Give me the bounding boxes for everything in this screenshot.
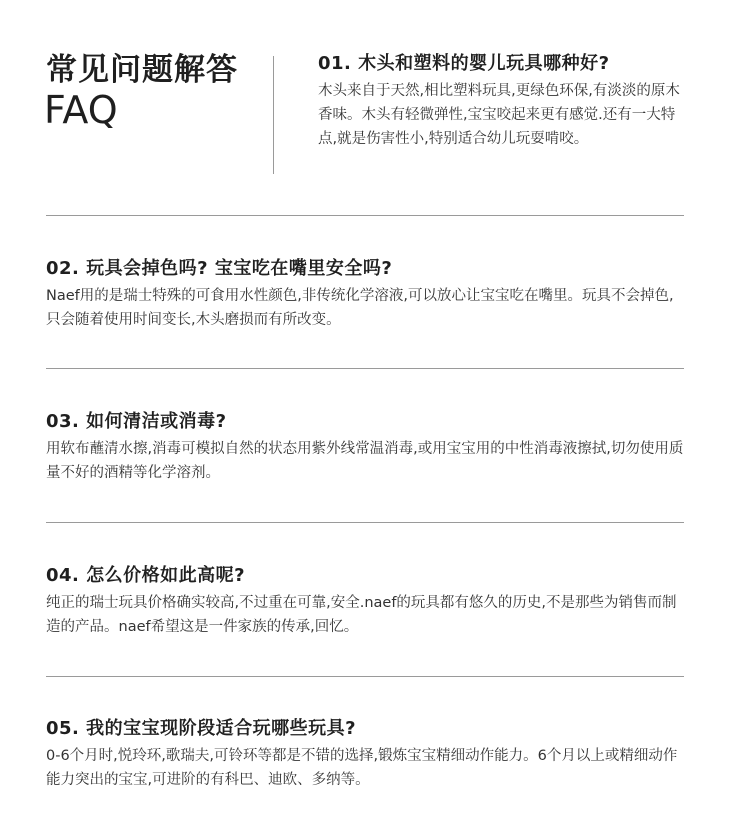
faq-question-1: 01. 木头和塑料的婴儿玩具哪种好? xyxy=(318,53,610,74)
faq-answer-4: 纯正的瑞士玩具价格确实较高,不过重在可靠,安全.naef的玩具都有悠久的历史,不是那些为销售而制造的产品。naef希望这是一件家族的传承,回忆。 xyxy=(46,595,677,635)
section-divider xyxy=(46,368,684,369)
faq-answer-2: Naef用的是瑞士特殊的可食用水性颜色,非传统化学溶液,可以放心让宝宝吃在嘴里。玩具不会掉色,只会随着使用时间变长,木头磨损而有所改变。 xyxy=(46,288,674,328)
faq-question-3: 03. 如何清洁或消毒? xyxy=(46,411,227,432)
faq-question-2: 02. 玩具会掉色吗? 宝宝吃在嘴里安全吗? xyxy=(46,258,393,279)
section-divider xyxy=(46,676,684,677)
faq-question-4: 04. 怎么价格如此高呢? xyxy=(46,565,246,586)
faq-answer-1: 木头来自于天然,相比塑料玩具,更绿色环保,有淡淡的原木香味。木头有轻微弹性,宝宝咬起来更有感觉.还有一大特点,就是伤害性小,特别适合幼儿玩耍啃咬。 xyxy=(318,83,680,147)
faq-answer-3: 用软布蘸清水擦,消毒可模拟自然的状态用紫外线常温消毒,或用宝宝用的中性消毒液擦拭,切勿使用质量不好的酒精等化学溶剂。 xyxy=(46,441,684,481)
section-divider xyxy=(46,215,684,216)
page-subtitle: FAQ xyxy=(44,88,118,132)
vertical-divider xyxy=(273,56,274,174)
section-divider xyxy=(46,522,684,523)
page-title: 常见问题解答 xyxy=(46,52,238,88)
faq-header xyxy=(0,0,730,215)
faq-answer-5: 0-6个月时,悦玲环,歌瑞夫,可铃环等都是不错的选择,锻炼宝宝精细动作能力。6个月以上或精细动作能力突出的宝宝,可进阶的有科巴、迪欧、多纳等。 xyxy=(46,748,678,788)
faq-question-5: 05. 我的宝宝现阶段适合玩哪些玩具? xyxy=(46,718,357,739)
